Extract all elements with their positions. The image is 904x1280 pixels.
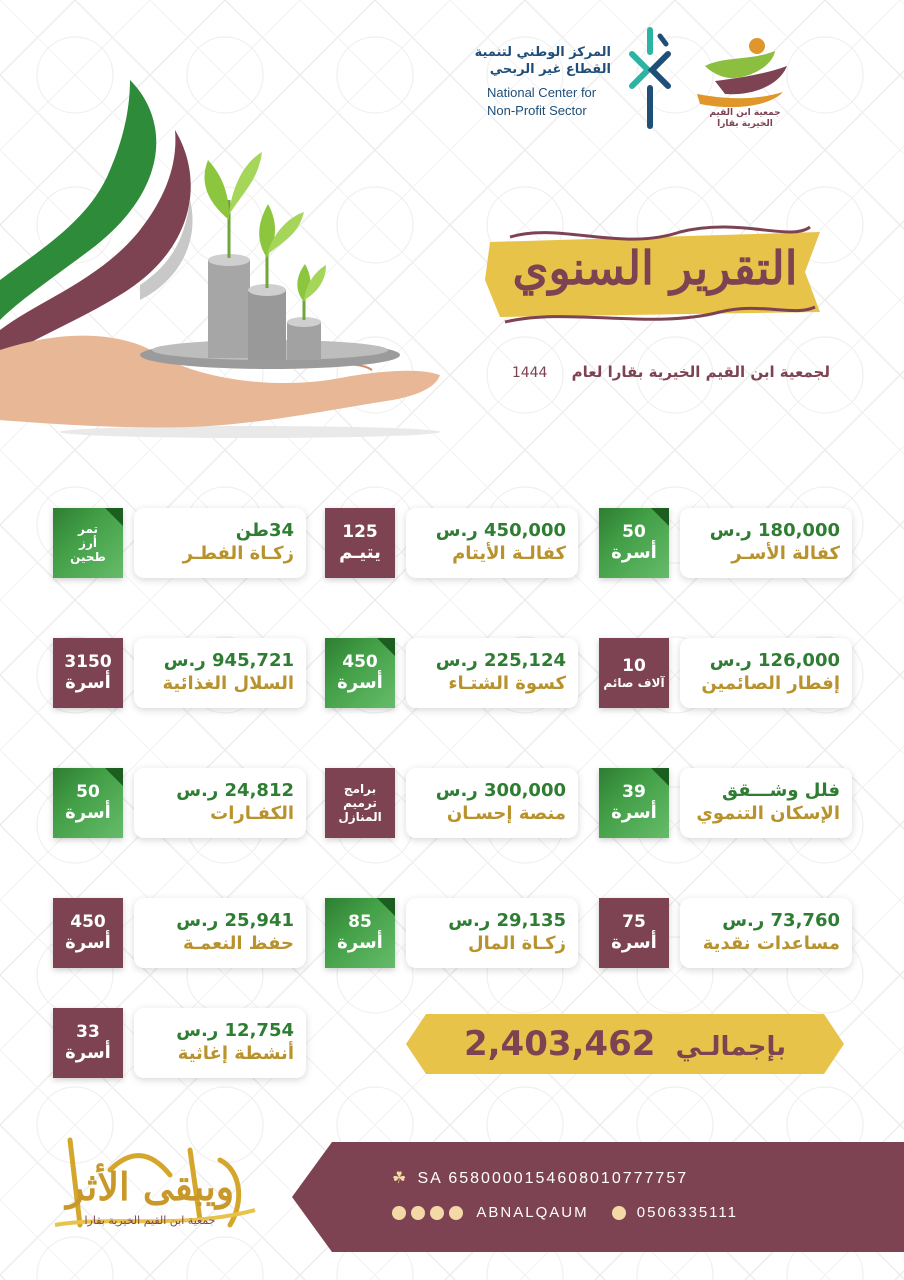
iban-text: SA 6580000154608010777757 [417,1170,689,1187]
facebook-icon [449,1206,463,1220]
org-logo-line2: الخيرية بقارا [717,119,773,129]
stat-value: فلل وشـــقق [722,780,840,801]
stat-badge [53,638,123,708]
stat-value: 180,000 ر.س [709,520,840,541]
stat-badge-line: 50 [76,782,100,802]
stat-label: الإسكان التنموي [696,803,840,824]
slogan-org: جمعية ابن القيم الخيرية بقارا [84,1214,216,1227]
stat-card [134,1008,306,1078]
contact-row [392,1202,772,1221]
report-subtitle-row [490,362,830,381]
phone-number: 0506335111 [636,1204,738,1221]
stat-badge-line: المنازل [338,810,382,824]
total-row [430,1020,820,1071]
stat-value: 24,812 ر.س [176,780,294,801]
stat-card [134,898,306,968]
twitter-icon [430,1206,444,1220]
snapchat-icon [411,1206,425,1220]
stat-badge-line: 3150 [64,652,112,672]
stat-badge-line: أسرة [65,1042,111,1063]
stat-badge-line: 33 [76,1022,100,1042]
stat-badge-line: أسرة [611,802,657,823]
social-handle: ABNALQAUM [476,1204,589,1221]
stat-value: 450,000 ر.س [435,520,566,541]
stat-card [406,638,578,708]
stat-value: 73,760 ر.س [722,910,840,931]
stat-card [134,508,306,578]
stat-badge-line: ترميم [343,796,377,810]
stat-label: أنشطة إغاثية [177,1043,294,1064]
stat-label: الكفـارات [210,803,294,824]
ncnp-english-text [487,84,617,120]
stat-value: 12,754 ر.س [176,1020,294,1041]
stat-card [134,768,306,838]
report-subtitle: لجمعية ابن القيم الخيرية بقارا لعام [571,363,830,381]
stat-badge-line: 450 [342,652,378,672]
org-logo-icon [695,36,795,114]
stat-badge-line: أسرة [337,932,383,953]
stat-label: حفظ النعمـة [182,933,294,954]
stat-card [406,898,578,968]
stat-badge-line: تمر [78,522,99,536]
stat-badge-line: أسرة [611,542,657,563]
stat-label: كفالـة الأيتام [452,543,566,564]
stat-badge-line: أسرة [65,932,111,953]
ncnp-arabic-line2: القطاع غير الربحي [489,62,611,77]
stat-badge [325,768,395,838]
stat-badge [53,898,123,968]
stat-card [680,638,852,708]
stat-label: كسوة الشتـاء [448,673,566,694]
stat-badge-line: 125 [342,522,378,542]
instagram-icon [392,1206,406,1220]
stat-badge-line: 10 [622,655,646,676]
stat-value: 34طن [235,520,294,541]
coins-hand-image [0,140,445,440]
total-value: 2,403,462 [463,1024,656,1064]
ncnp-logo-text [474,44,611,78]
stat-label: زكـاة الفطـر [182,543,294,564]
stat-badge-line: أسرة [611,932,657,953]
stat-badge-line: أرز [79,536,97,550]
org-logo-text [700,108,790,130]
stat-value: 300,000 ر.س [435,780,566,801]
stat-badge-line: أسرة [337,672,383,693]
total-label: بإجمالـي [675,1032,787,1062]
stat-badge-line: طحين [70,550,106,564]
stat-label: منصة إحسـان [446,803,566,824]
report-year: 1444 [511,365,548,381]
ncnp-arabic-line1: المركز الوطني لتنمية [474,45,611,60]
stat-label: السلال الغذائية [162,673,294,694]
stat-badge-line: 39 [622,782,646,802]
stat-badge-line: 450 [70,912,106,932]
slogan-block [40,1160,260,1228]
stat-badge [325,898,395,968]
stat-value: 29,135 ر.س [448,910,566,931]
footer-bar [292,1142,904,1252]
stat-value: 126,000 ر.س [709,650,840,671]
stat-value: 945,721 ر.س [163,650,294,671]
stat-card [680,898,852,968]
stat-value: 225,124 ر.س [435,650,566,671]
stat-card [406,768,578,838]
slogan-text: ويبقى الأثر [65,1164,235,1209]
report-title: التقرير السنوي [512,241,798,295]
stat-badge-line: أسرة [65,672,111,693]
stat-badge [599,508,669,578]
org-logo-line1: جمعية ابن القيم [709,108,781,118]
stat-badge [599,898,669,968]
stat-badge-line: 50 [622,522,646,542]
ncnp-english-line2: Non-Profit Sector [487,103,587,118]
whatsapp-icon [612,1206,626,1220]
stat-badge-line: برامج [343,782,377,796]
stat-label: مساعدات نقدية [702,933,840,954]
stat-card [680,508,852,578]
stat-badge [599,638,669,708]
stat-badge [53,768,123,838]
stat-badge-line: آلاف صائم [603,675,665,690]
stat-badge-line: 75 [622,912,646,932]
stat-value: 25,941 ر.س [176,910,294,931]
stat-badge [599,768,669,838]
stat-card [406,508,578,578]
ncnp-english-line1: National Center for [487,85,597,100]
iban-row [392,1168,772,1188]
stat-label: زكـاة المال [467,933,566,954]
stat-badge-line: يتيـم [339,542,381,563]
bank-icon: ☘ [392,1168,407,1187]
ncnp-logo-icon [620,26,680,132]
stat-card [134,638,306,708]
stat-card [680,768,852,838]
stat-label: كفالة الأسـر [731,543,840,564]
stat-badge [325,638,395,708]
stat-badge [325,508,395,578]
stat-badge [53,508,123,578]
stat-label: إفطار الصائمين [701,673,840,694]
stat-badge-line: أسرة [65,802,111,823]
stat-badge [53,1008,123,1078]
stat-badge-line: 85 [348,912,372,932]
